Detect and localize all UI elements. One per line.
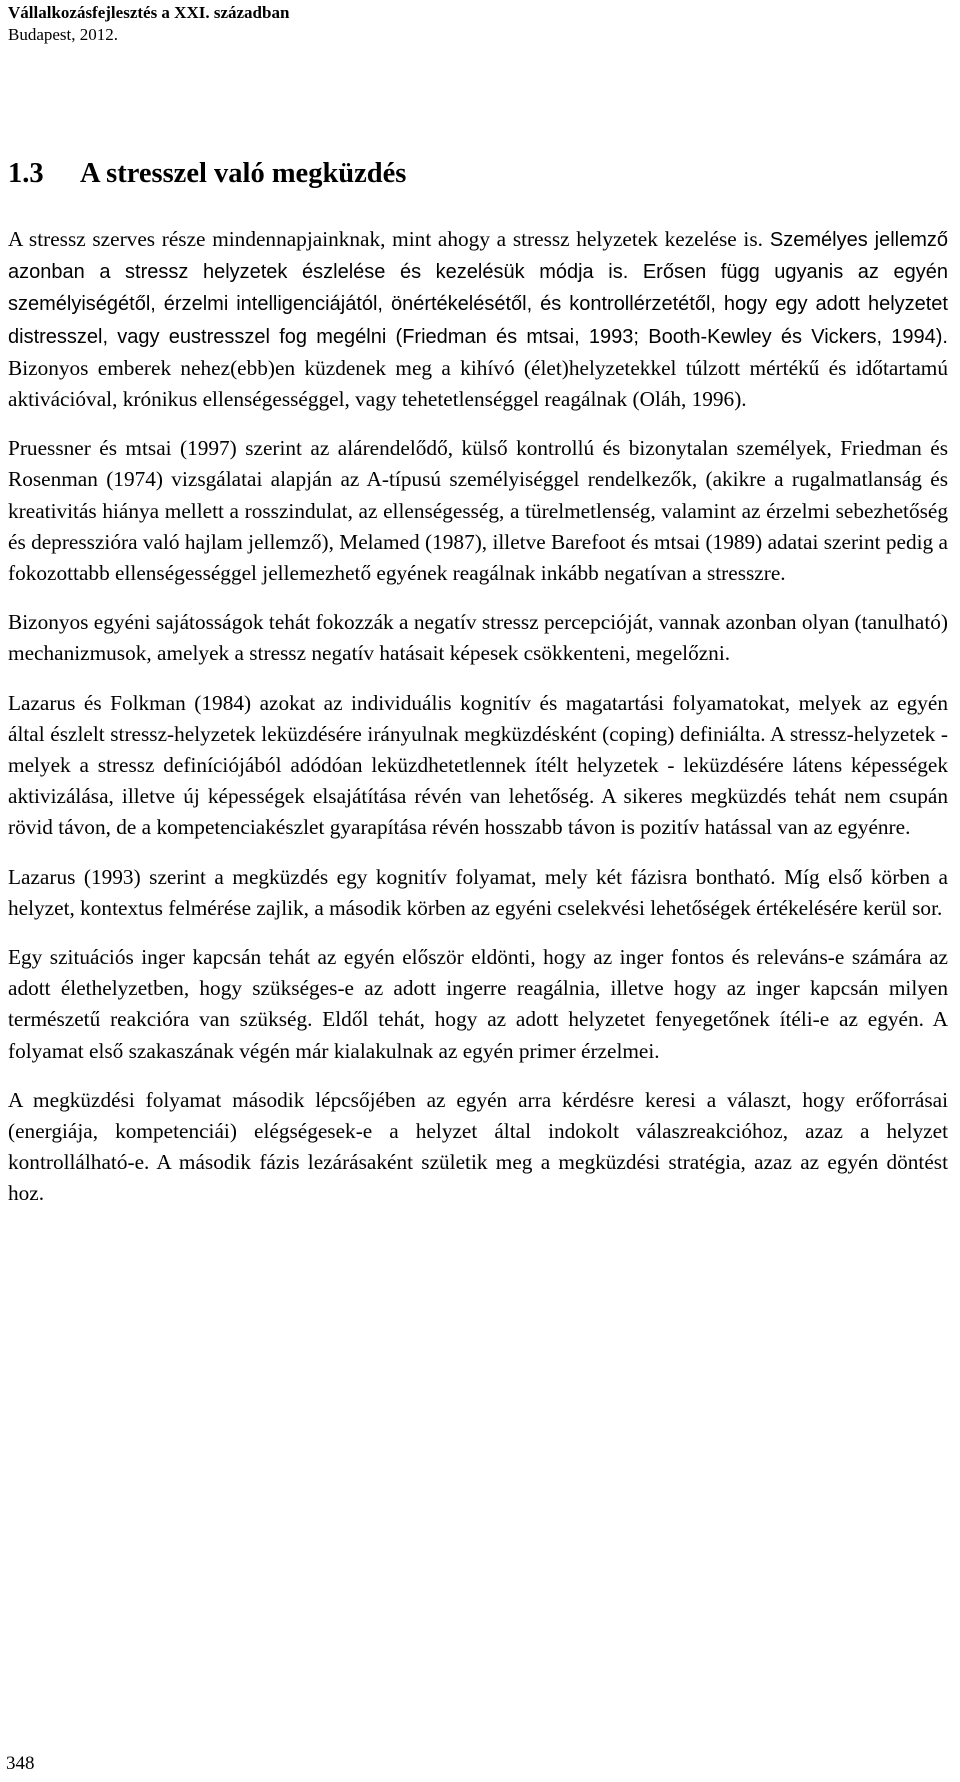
paragraph-1-part-1: A stressz szerves része mindennapjainknak, mint ahogy a stressz helyzetek kezelése is.	[8, 227, 763, 251]
paragraph-1-part-3: Bizonyos emberek nehez(ebb)en küzdenek meg a kihívó (élet)helyzetekkel túlzott mértékű és időtartamú aktivációval, krónikus ellenségességgel, vagy tehetetlenséggel reagálnak (Oláh, 1996).	[8, 355, 948, 412]
conference-place-year: Budapest, 2012.	[8, 25, 119, 44]
paragraph-6: Egy szituációs inger kapcsán tehát az egyén először eldönti, hogy az inger fontos és releváns-e számára az adott élethelyzetben, hogy szükséges-e az adott ingerre reagálnia, illetve hogy az inger kapcsán milyen természetű reakcióra van szükség. Eldől tehát, hogy az adott helyzetet fenyegetőnek ítéli-e az egyén. A folyamat első szakaszának végén már kialakulnak az egyén primer érzelmei.	[8, 945, 948, 1063]
conference-title: Vállalkozásfejlesztés a XXI. században	[8, 3, 290, 22]
body-text	[8, 224, 948, 1228]
paragraph-1-part-2: Személyes jellemző azonban a stressz helyzetek észlelése és kezelésük módja is. Erősen függ ugyanis az egyén személyiségétől, érzelmi intelligenciájától, önértékelésétől, és kontrollérzetétől, hogy egy adott helyzetet distresszel, vagy eustresszel fog megélni (Friedman és mtsai, 1993; Booth-Kewley és Vickers, 1994).	[8, 229, 948, 348]
section-number: 1.3	[8, 158, 44, 189]
paragraph-7: A megküzdési folyamat második lépcsőjében az egyén arra kérdésre keresi a választ, hogy erőforrásai (energiája, kompetenciái) elégségesek-e a helyzet által indokolt válaszreakcióhoz, azaz a helyzet kontrollálható-e. A második fázis lezárásaként születik meg a megküzdési stratégia, azaz az egyén döntést hoz.	[8, 1087, 948, 1206]
section-heading	[8, 156, 406, 192]
paragraph-2: Pruessner és mtsai (1997) szerint az alárendelődő, külső kontrollú és bizonytalan személyek, Friedman és Rosenman (1974) vizsgálatai alapján az A-típusú személyiséggel rendelkezők, (akikre a rugalmatlanság és kreativitás hiánya mellett a rosszindulat, az ellenségesség, a türelmetlenség, valamint az érzelmi sebezhetőség és depresszióra való hajlam jellemző), Melamed (1987), illetve Barefoot és mtsai (1989) adatai szerint pedig a fokozottabb ellenségességgel jellemezhető egyének reagálnak inkább negatívan a stresszre.	[8, 436, 948, 586]
paragraph-4: Lazarus és Folkman (1984) azokat az individuális kognitív és magatartási folyamatokat, melyek az egyén által észlelt stressz-helyzetek leküzdésére irányulnak megküzdésként (coping) definiálta. A stressz-helyzetek - melyek a stressz definíciójából adódóan leküzdhetetlennek ítélt helyzetek - leküzdésére látens képességek aktivizálása, illetve új képességek elsajátítása révén van lehetőség. A sikeres megküzdés tehát nem csupán rövid távon, de a kompetenciakészlet gyarapítása révén hosszabb távon is pozitív hatással van az egyénre.	[8, 690, 948, 840]
paragraph-5: Lazarus (1993) szerint a megküzdés egy kognitív folyamat, mely két fázisra bontható. Míg első körben a helyzet, kontextus felmérése zajlik, a második körben az egyéni cselekvési lehetőségek értékelésére kerül sor.	[8, 864, 948, 920]
running-header	[8, 2, 289, 46]
paragraph-3: Bizonyos egyéni sajátosságok tehát fokozzák a negatív stressz percepcióját, vannak azonban olyan (tanulható) mechanizmusok, amelyek a stressz negatív hatásait képesek csökkenteni, megelőzni.	[8, 610, 948, 666]
paragraph-1	[8, 224, 948, 415]
section-title: A stresszel való megküzdés	[80, 158, 407, 189]
page-number: 348	[6, 1753, 35, 1774]
